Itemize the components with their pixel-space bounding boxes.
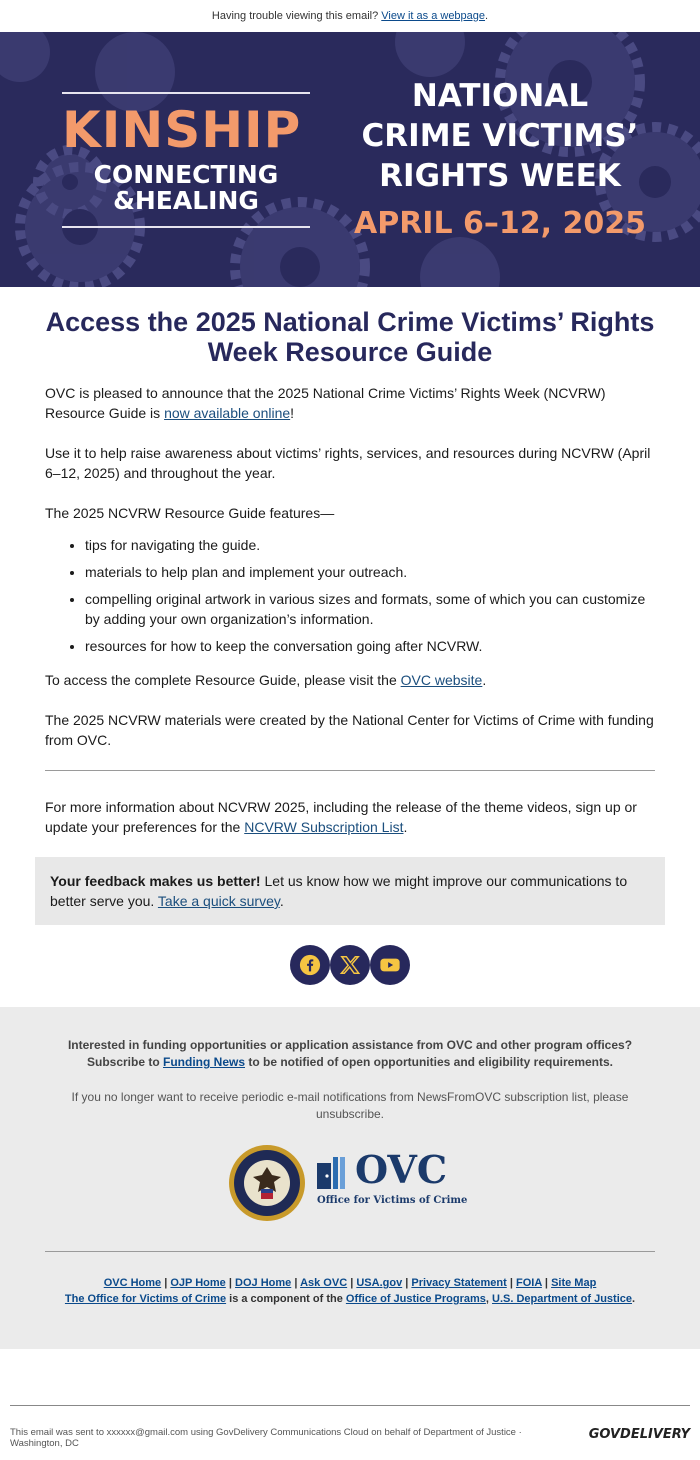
footer-links: OVC Home | OJP Home | DOJ Home | Ask OVC | USA.gov | Privacy Statement | FOIA | Site Map The Office for Victims of Crime is a component of the Office of Justice Programs, U.S. Department of Justice. [64, 1277, 636, 1305]
hero-title: NATIONAL CRIME VICTIMS’ RIGHTS WEEK APRIL 6–12, 2025 [340, 76, 660, 244]
logos-row [45, 1141, 655, 1241]
list-item: • resources for how to keep the conversation going after NCVRW. [85, 636, 655, 656]
govdelivery-logo[interactable]: GOVDELIVERY [588, 1427, 690, 1442]
privacy-statement-link[interactable]: Privacy Statement [411, 1277, 507, 1289]
features-list [85, 535, 655, 656]
ojp-component-link[interactable]: Office of Justice Programs [345, 1293, 486, 1305]
hero-date: APRIL 6–12, 2025 [354, 206, 646, 241]
webpage-notice-text: Having trouble viewing this email? [211, 10, 379, 22]
feedback-bold: Your feedback makes us better! [50, 873, 261, 889]
view-webpage-link[interactable]: View it as a webpage [381, 10, 486, 22]
site-map-link[interactable]: Site Map [551, 1277, 597, 1289]
foia-link[interactable]: FOIA [515, 1277, 542, 1289]
ask-ovc-link[interactable]: Ask OVC [300, 1277, 348, 1289]
facebook-link[interactable] [290, 945, 330, 985]
doj-component-link[interactable]: U.S. Department of Justice [492, 1293, 632, 1305]
feedback-box: Your feedback makes us better! Let us know how we might improve our communications to better serve you. Take a quick survey. [35, 857, 665, 925]
x-link[interactable] [330, 945, 370, 985]
webpage-notice: Having trouble viewing this email? View it as a webpage. [211, 10, 489, 22]
usa-gov-link[interactable]: USA.gov [356, 1277, 403, 1289]
usage-paragraph: Use it to help raise awareness about victims’ rights, services, and resources during NCVRW (April 6–12, 2025) and throughout the year. [45, 445, 651, 481]
survey-link[interactable]: Take a quick survey [157, 893, 280, 909]
funding-notice: Interested in funding opportunities or application assistance from OVC and other program offices? Subscribe to Funding News to be notified of open opportunities and eligibility requirements. [67, 1038, 633, 1069]
credit-paragraph: The 2025 NCVRW materials were created by the National Center for Victims of Crime with funding from OVC. [45, 712, 654, 748]
youtube-link[interactable] [370, 945, 410, 985]
ovc-home-link[interactable]: OVC Home [103, 1277, 162, 1289]
sent-notice: This email was sent to xxxxxx@gmail.com using GovDelivery Communications Cloud on behalf of Department of Justice · Washington, DC [10, 1427, 522, 1449]
main-content [0, 307, 700, 837]
hero-banner [0, 32, 700, 287]
logo-rule-bottom [62, 226, 310, 228]
list-item: • materials to help plan and implement your outreach. [85, 562, 655, 582]
funding-news-link[interactable]: Funding News [163, 1055, 245, 1069]
ovc-logo [317, 1147, 468, 1221]
footer [0, 1007, 700, 1349]
list-item: • tips for navigating the guide. [85, 535, 655, 555]
unsubscribe-notice: If you no longer want to receive periodic e-mail notifications from NewsFromOVC subscription list, please unsubscribe. [71, 1090, 629, 1121]
logo-rule-top [62, 92, 310, 94]
connecting-healing-text: CONNECTING &HEALING [93, 160, 279, 215]
subscription-list-link[interactable]: NCVRW Subscription List [244, 819, 404, 835]
doj-home-link[interactable]: DOJ Home [235, 1277, 292, 1289]
doj-seal-icon [227, 1143, 307, 1223]
content-divider [45, 770, 655, 771]
features-heading: The 2025 NCVRW Resource Guide features— [45, 505, 335, 521]
footer-divider [45, 1251, 655, 1252]
access-paragraph: To access the complete Resource Guide, please visit the OVC website. [45, 672, 487, 688]
bottom-divider [10, 1405, 690, 1406]
page-title: Access the 2025 National Crime Victims’ Rights Week Resource Guide [45, 307, 655, 367]
facebook-icon [299, 954, 321, 976]
now-available-link[interactable]: now available online [164, 405, 291, 421]
ojp-home-link[interactable]: OJP Home [170, 1277, 226, 1289]
list-item: • compelling original artwork in various sizes and formats, some of which you can customize by adding your own organization’s information. [85, 589, 655, 629]
youtube-icon [379, 954, 401, 976]
kinship-text: KINSHIP [62, 101, 302, 159]
ovc-component-link[interactable]: The Office for Victims of Crime [64, 1293, 227, 1305]
ovc-door-icon [317, 1155, 349, 1191]
ovc-logo-subtext: Office for Victims of Crime [317, 1195, 468, 1206]
kinship-logo [62, 92, 312, 228]
intro-paragraph: OVC is pleased to announce that the 2025 National Crime Victims’ Rights Week (NCVRW) Resource Guide is now available online! [45, 385, 606, 421]
ovc-logo-text: OVC [355, 1147, 448, 1192]
social-links [0, 945, 700, 1007]
x-icon [339, 954, 361, 976]
govdelivery-footer [0, 1405, 700, 1449]
subscription-paragraph: For more information about NCVRW 2025, including the release of the theme videos, sign up or update your preferences for the NCVRW Subscription List. [45, 799, 637, 835]
ovc-website-link[interactable]: OVC website [400, 672, 483, 688]
